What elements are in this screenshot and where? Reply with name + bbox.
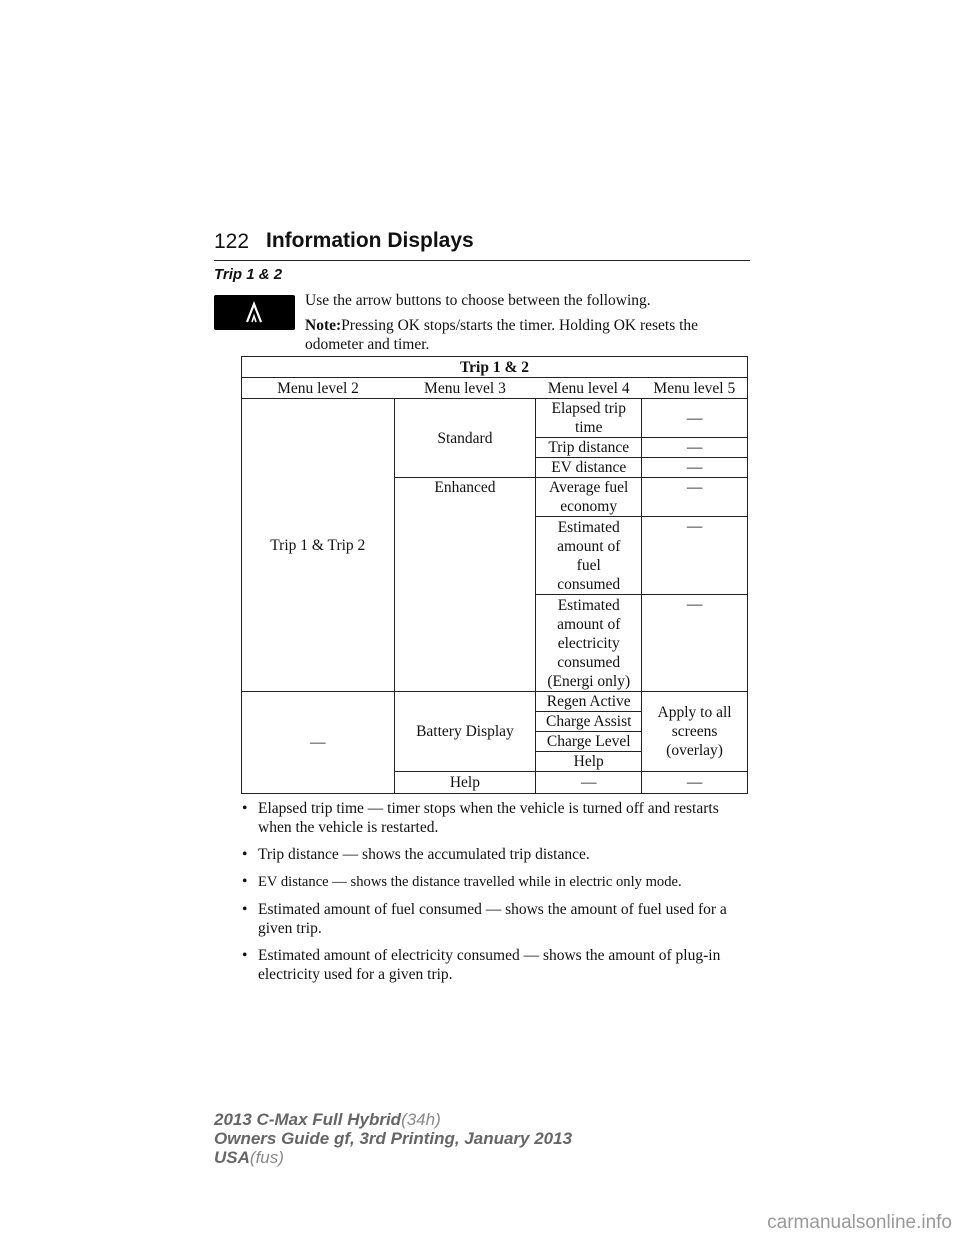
- page-header: [214, 228, 750, 261]
- menu-battery-display: Battery Display: [394, 692, 536, 772]
- table-cell: —: [642, 399, 748, 438]
- list-item-text: EV distance — shows the distance travelled while in electric only mode.: [258, 874, 682, 890]
- table-cell: —: [642, 772, 748, 794]
- menu-charge-level: Charge Level: [536, 732, 642, 752]
- table-cell: —: [642, 517, 748, 595]
- bullet-glyph: •: [242, 947, 248, 964]
- section-heading: Trip 1 & 2: [214, 266, 283, 283]
- page-title: Information Displays: [266, 229, 474, 252]
- intro-sentence: Use the arrow buttons to choose between the following.: [305, 292, 651, 309]
- bullet-list: [242, 799, 752, 992]
- footer-market-code: (fus): [249, 1148, 284, 1167]
- footer: [214, 1110, 572, 1167]
- watermark: carmanualsonline.info: [767, 1212, 952, 1233]
- list-item: [242, 872, 752, 892]
- footer-model-code: (34h): [401, 1110, 441, 1129]
- note: [305, 316, 745, 354]
- bullet-glyph: •: [242, 873, 248, 890]
- list-item-text: Estimated amount of fuel consumed — shows the amount of fuel used for a given trip.: [258, 901, 727, 937]
- table-cell: —: [642, 478, 748, 517]
- table-cell: —: [642, 458, 748, 478]
- table-cell: —: [642, 595, 748, 692]
- cell-line: consumed: [557, 653, 621, 671]
- menu-enhanced: Enhanced: [394, 478, 536, 692]
- table-cell: —: [536, 772, 642, 794]
- menu-trip-group: Trip 1 & Trip 2: [242, 399, 395, 692]
- list-item-text: Elapsed trip time — timer stops when the vehicle is turned off and restarts when the vehicle is restarted.: [258, 800, 719, 836]
- table-cell: —: [242, 692, 395, 794]
- cell-line: amount of: [557, 615, 621, 633]
- footer-line-3: [214, 1148, 572, 1167]
- table-cell: —: [642, 438, 748, 458]
- menu-average-fuel-economy: Average fuel economy: [536, 478, 642, 517]
- column-header: Menu level 3: [394, 378, 536, 399]
- column-header: Menu level 5: [642, 378, 748, 399]
- list-item: [242, 845, 752, 864]
- cell-line: Apply to all: [657, 704, 732, 721]
- menu-apply-to-all: [642, 692, 748, 772]
- table-row: [242, 399, 748, 438]
- arrow-buttons-icon: [214, 295, 295, 330]
- note-label: Note:: [305, 317, 342, 334]
- menu-help: Help: [536, 752, 642, 772]
- table-title: Trip 1 & 2: [242, 357, 748, 378]
- menu-help-level3: Help: [394, 772, 536, 794]
- footer-model: 2013 C-Max Full Hybrid: [214, 1110, 402, 1129]
- list-item: [242, 799, 752, 837]
- cell-line: (overlay): [666, 742, 723, 759]
- table-header-row: [242, 378, 748, 399]
- list-item-text: Trip distance — shows the accumulated trip distance.: [258, 846, 590, 863]
- footer-market: USA: [214, 1148, 250, 1167]
- list-item: [242, 900, 752, 938]
- column-header: Menu level 4: [536, 378, 642, 399]
- menu-standard: Standard: [394, 399, 536, 478]
- footer-line-1: [214, 1110, 572, 1129]
- column-header: Menu level 2: [242, 378, 395, 399]
- cell-line: amount of: [557, 537, 621, 555]
- trip-menu-table: [241, 356, 748, 794]
- table-row: [242, 692, 748, 712]
- bullet-glyph: •: [242, 846, 248, 863]
- menu-charge-assist: Charge Assist: [536, 712, 642, 732]
- menu-ev-distance: EV distance: [536, 458, 642, 478]
- list-item: [242, 946, 752, 984]
- bullet-glyph: •: [242, 901, 248, 918]
- footer-line-2: [214, 1129, 572, 1148]
- menu-estimated-fuel-consumed: [536, 517, 642, 595]
- menu-trip-distance: Trip distance: [536, 438, 642, 458]
- cell-line: screens: [671, 723, 718, 740]
- list-item-text: Estimated amount of electricity consumed — shows the amount of plug-in electricity used for a given trip.: [258, 947, 721, 983]
- cell-line: (Energi only): [547, 672, 631, 690]
- menu-estimated-electricity-consumed: [536, 595, 642, 692]
- cell-line: consumed: [557, 575, 621, 593]
- footer-printing: Owners Guide gf, 3rd Printing, January 2013: [214, 1129, 573, 1148]
- cell-line: electricity: [557, 634, 620, 652]
- menu-elapsed-trip-time: Elapsed trip time: [536, 399, 642, 438]
- menu-regen-active: Regen Active: [536, 692, 642, 712]
- cell-line: fuel: [576, 556, 601, 574]
- note-text: Pressing OK stops/starts the timer. Holding OK resets the odometer and timer.: [305, 317, 699, 353]
- cell-line: Estimated: [557, 518, 620, 536]
- cell-line: Estimated: [557, 596, 620, 614]
- bullet-glyph: •: [242, 800, 248, 817]
- page-number: 122: [214, 230, 250, 253]
- intro-text: [305, 291, 745, 360]
